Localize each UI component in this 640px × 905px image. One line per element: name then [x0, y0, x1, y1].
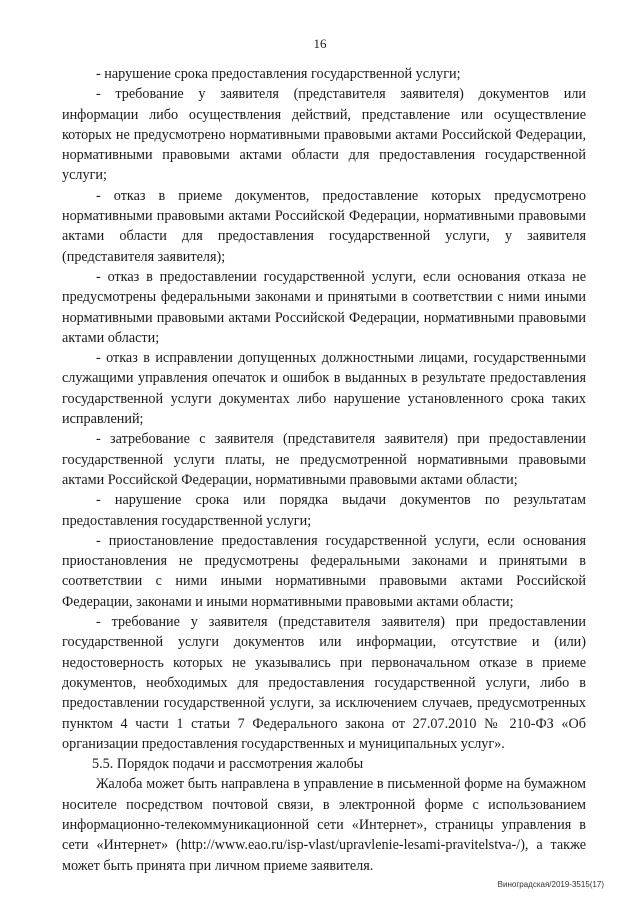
document-code: Виноградская/2019-3515(17): [497, 880, 604, 889]
list-item: - требование у заявителя (представителя заявителя) документов или информации либо осуществления действий, представление или осуществление которых не предусмотрено нормативными правовыми актами Российской Федерации, нормативными правовыми актами области для предоставления государственной услуги;: [62, 86, 586, 184]
list-item: - требование у заявителя (представителя заявителя) при предоставлении государственной услуги документов или информации, отсутствие и (или) недостоверность которых не указывались при первоначальном отказе в приеме документов, необходимых для предоставления государственной услуги, либо в предоставлении государственной услуги, за исключением случаев, предусмотренных пунктом 4 части 1 статьи 7 Федерального закона от 27.07.2010 № 210-ФЗ «Об организации предоставления государственных и муниципальных услуг».: [62, 614, 586, 752]
complaint-paragraph: Жалоба может быть направлена в управление в письменной форме на бумажном носителе посредством почтовой связи, в электронной форме с использованием информационно-телекоммуникационной сети «Интернет», страницы управления в сети «Интернет» (http://www.eao.ru/isp-vlast/upravlenie-lesami-pravitelstva-/), а также может быть принята при личном приеме заявителя.: [62, 776, 586, 874]
list-item: - отказ в приеме документов, предоставление которых предусмотрено нормативными правовыми актами Российской Федерации, нормативными правовыми актами области для предоставления государственной услуги, у заявителя (представителя заявителя);: [62, 187, 586, 265]
list-item: - отказ в исправлении допущенных должностными лицами, государственными служащими управления опечаток и ошибок в выданных в результате предоставления государственной услуги документах либо нарушение установленного срока таких исправлений;: [62, 350, 586, 428]
list-item: - нарушение срока предоставления государственной услуги;: [96, 66, 461, 82]
page-number: 16: [313, 36, 327, 51]
list-item: - затребование с заявителя (представителя заявителя) при предоставлении государственной услуги платы, не предусмотренной нормативными правовыми актами Российской Федерации, нормативными правовыми актами области;: [62, 431, 586, 488]
section-heading: 5.5. Порядок подачи и рассмотрения жалобы: [92, 756, 364, 773]
list-item: - приостановление предоставления государственной услуги, если основания приостановления не предусмотрены федеральными законами и принятыми в соответствии с ними иными нормативными правовыми актами Российской Федерации, законами и иными нормативными правовыми актами области;: [62, 532, 586, 610]
list-item: - отказ в предоставлении государственной услуги, если основания отказа не предусмотрены федеральными законами и принятыми в соответствии с ними иными нормативными правовыми актами Российской Федерации, нормативными правовыми актами области;: [62, 268, 586, 346]
document-body: [62, 64, 586, 876]
list-item: - нарушение срока или порядка выдачи документов по результатам предоставления государственной услуги;: [62, 492, 586, 529]
